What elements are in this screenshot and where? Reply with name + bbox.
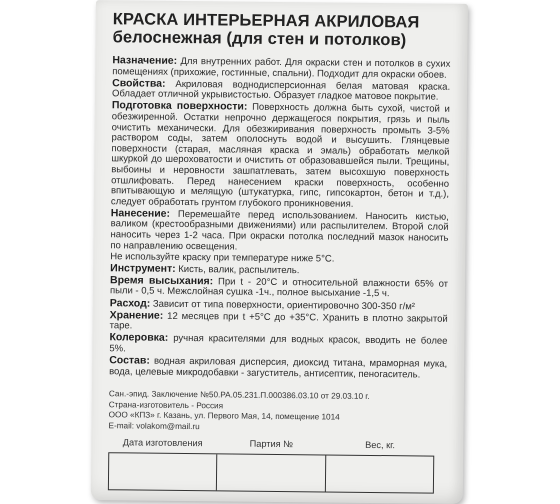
purpose-heading: Назначение: xyxy=(112,54,178,67)
label-content xyxy=(108,10,450,435)
application-note: Не используйте краску при температуре ниже 5°С. xyxy=(110,250,335,265)
product-label xyxy=(91,0,468,504)
storage-text: 12 месяцев при t +5°С до +35°С. Хранить в плотно закрытой таре. xyxy=(109,310,448,332)
title-line-1: КРАСКА ИНТЕРЬЕРНАЯ АКРИЛОВАЯ xyxy=(112,10,420,32)
application-section xyxy=(110,208,448,255)
surface-prep-heading: Подготовка поверхности: xyxy=(111,99,248,114)
surface-prep-section xyxy=(111,101,450,211)
properties-heading: Свойства: xyxy=(112,76,166,90)
consumption-text: Зависит от типа поверхности, ориентировочно 300-350 г/м² xyxy=(150,298,416,312)
drying-heading: Время высыхания: xyxy=(110,274,214,288)
tinting-heading: Колеровка: xyxy=(109,331,169,345)
batch-table-row xyxy=(108,452,434,493)
tinting-text: ручная красителями для водных красок, вводить не более 5%. xyxy=(109,333,448,355)
contact-email: E-mail: volakom@mail.ru xyxy=(108,421,200,432)
composition-section xyxy=(109,355,447,381)
batch-number-header: Партия № xyxy=(249,438,294,450)
batch-number-cell xyxy=(217,454,326,491)
drying-text: При t - 20°С и относительной влажности 65% от пыли - 0,5 ч. Межслойная сушка -1ч., полное высыхание -1,5 ч. xyxy=(109,276,449,300)
drying-section xyxy=(110,275,448,301)
storage-heading: Хранение: xyxy=(109,308,164,322)
properties-text: Акриловая воднодисперсионная белая матовая краска. Обладает отличной укрывистостью. Образует гладкое матовое покрытие. xyxy=(111,78,451,103)
batch-info-table xyxy=(108,437,435,493)
consumption-heading: Расход: xyxy=(109,296,151,310)
composition-text: водная акриловая дисперсия, диоксид титана, мраморная мука, вода, целевые микродобавки - загуститель, антисептик, пеногаситель. xyxy=(109,355,448,381)
application-heading: Нанесение: xyxy=(110,207,171,220)
tools-heading: Инструмент: xyxy=(110,261,176,275)
purpose-text: Для внутренних работ. Для окраски стен и потолков в сухих помещениях (прихожие, гостинные, спальни). Подходит для окраски обоев. xyxy=(112,55,451,81)
manufacture-date-header: Дата изготовления xyxy=(122,437,203,449)
weight-cell xyxy=(326,455,434,492)
application-text: Перемешайте перед использованием. Наносить кистью, валиком (крестообразными движениями) или распылителем. Второй слой наносить через 1-2 часа. При окраски потолка последний мазок наносить по направлению освещения. xyxy=(110,208,449,253)
tools-text: Кисть, валик, распылитель. xyxy=(175,263,300,276)
manufacturer-address: ООО «КПЗ» г. Казань, ул. Первого Мая, 14, помещение 1014 xyxy=(108,410,340,423)
country-of-origin: Страна-изготовитель - Россия xyxy=(108,400,224,411)
instructions xyxy=(109,55,450,381)
composition-heading: Состав: xyxy=(109,354,150,367)
product-title xyxy=(113,10,451,50)
tinting-section xyxy=(109,333,447,359)
weight-header: Вес, кг. xyxy=(365,439,395,451)
sanitary-certificate: Сан.-эпид. Заключение №50.РА.05.231.П.000386.03.10 от 29.03.10 г. xyxy=(108,389,370,402)
surface-prep-text: Поверхность должна быть сухой, чистой и обезжиренной. Остатки непрочно держащегося покрытия, грязь и пыль очистить механически. Для обезжиривания поверхность промыть 3-5% раствором соды, затем ополоснуть водой и высушить. Глянцевые поверхности (старая, масляная краска и эмаль) обработать мелкой шкуркой до шероховатости и очистить от образовавшейся пыли. Трещины, выбоины и неровности зашпатлевать, затем высохшую поверхность отшлифовать. Перед нанесением краски поверхность, особенно впитывающую и мелящую (штукатурка, гипс, гипсокартон, бетон и т.д.), следует обработать грунтом глубокого проникновения. xyxy=(110,102,450,210)
manufacture-date-cell xyxy=(109,453,218,490)
title-line-2: белоснежная (для стен и потолков) xyxy=(112,28,407,50)
manufacturer-info xyxy=(108,389,446,435)
